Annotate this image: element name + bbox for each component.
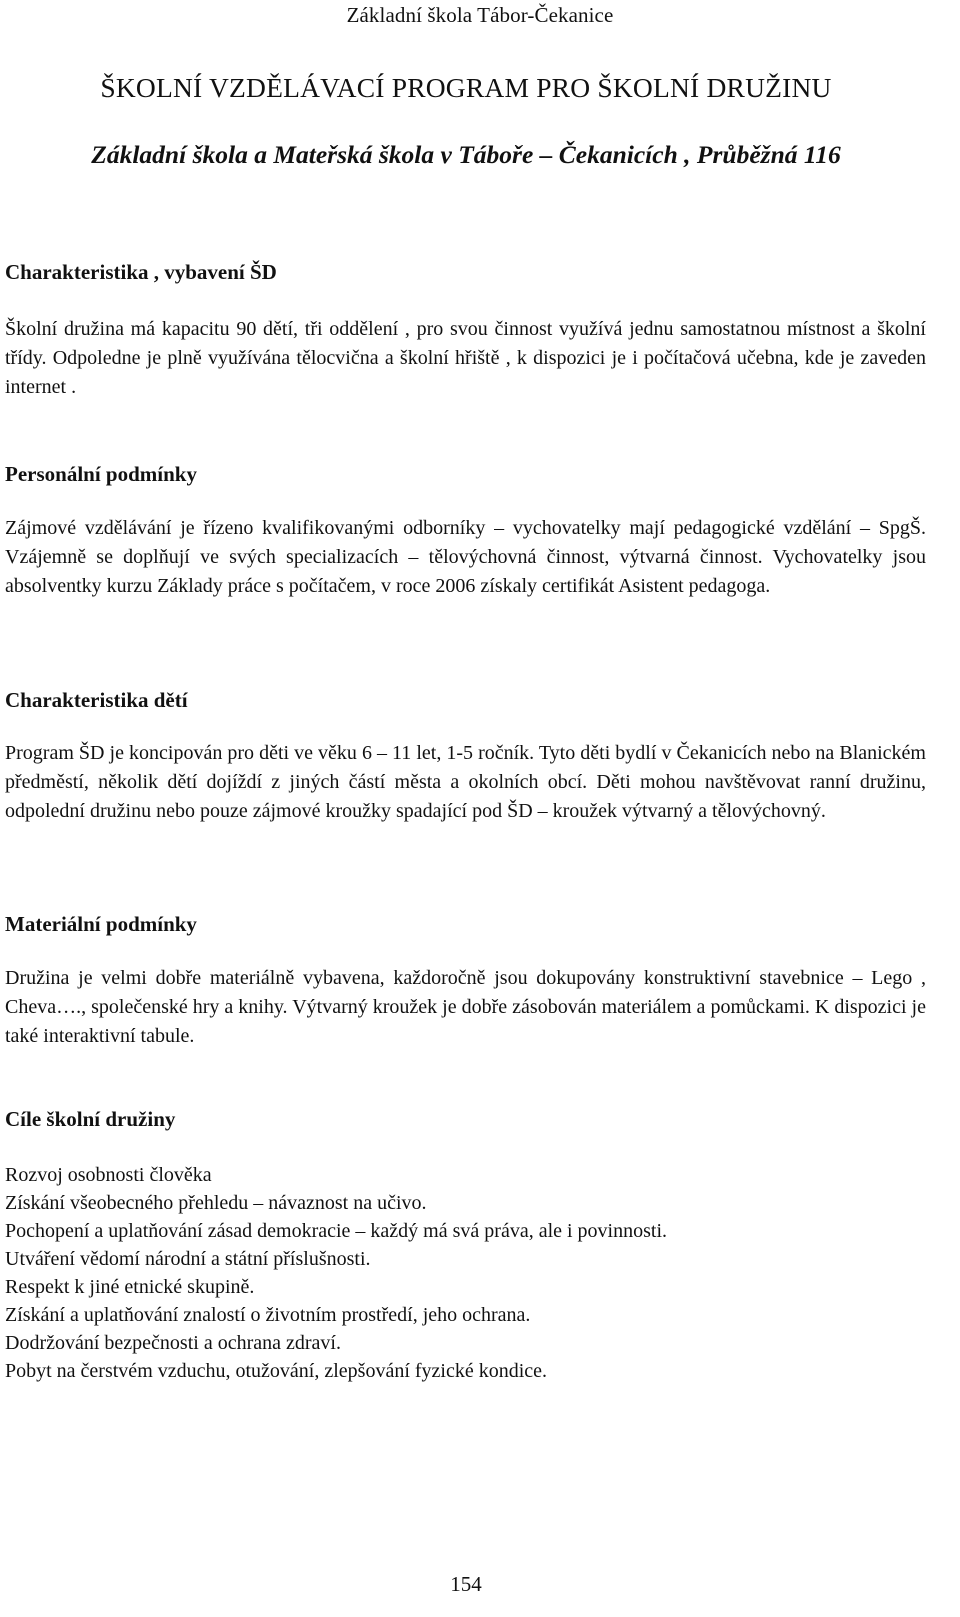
list-item: Získání všeobecného přehledu – návaznost na učivo.: [5, 1192, 427, 1214]
list-item: Rozvoj osobnosti člověka: [5, 1164, 212, 1186]
section-heading-personnel: Personální podmínky: [5, 462, 197, 486]
section-text-materials: Družina je velmi dobře materiálně vybavena, každoročně jsou dokupovány konstruktivní stavebnice – Lego , Cheva…., společenské hry a knihy. Výtvarný kroužek je dobře zásobován materiálem a pomůckami. K dispozici je také interaktivní tabule.: [5, 967, 926, 1047]
document-title: ŠKOLNÍ VZDĚLÁVACÍ PROGRAM PRO ŠKOLNÍ DRUŽINU: [100, 72, 832, 103]
goals-list: [5, 1161, 926, 1385]
section-heading-materials: Materiální podmínky: [5, 912, 197, 936]
page-number: 154: [450, 1572, 482, 1596]
list-item: Získání a uplatňování znalostí o životním prostředí, jeho ochrana.: [5, 1304, 531, 1326]
section-heading-children: Charakteristika dětí: [5, 688, 188, 712]
document-subtitle: Základní škola a Mateřská škola v Táboře – Čekanicích , Průběžná 116: [91, 140, 841, 169]
section-text-personnel: Zájmové vzdělávání je řízeno kvalifikovanými odborníky – vychovatelky mají pedagogické vzdělání – SpgŠ. Vzájemně se doplňují ve svých specializacích – tělovýchovná činnost, výtvarná činnost. Vychovatelky jsou absolventky kurzu Základy práce s počítačem, v roce 2006 získaly certifikát Asistent pedagoga.: [5, 517, 926, 597]
section-heading-characteristics: Charakteristika , vybavení ŠD: [5, 260, 277, 284]
list-item: Respekt k jiné etnické skupině.: [5, 1276, 255, 1298]
list-item: Utváření vědomí národní a státní příslušnosti.: [5, 1248, 371, 1270]
list-item: Dodržování bezpečnosti a ochrana zdraví.: [5, 1332, 341, 1354]
section-heading-goals: Cíle školní družiny: [5, 1107, 176, 1131]
list-item: Pochopení a uplatňování zásad demokracie – každý má svá práva, ale i povinnosti.: [5, 1220, 668, 1242]
list-item: Pobyt na čerstvém vzduchu, otužování, zlepšování fyzické kondice.: [5, 1360, 548, 1382]
section-text-children: Program ŠD je koncipován pro děti ve věku 6 – 11 let, 1-5 ročník. Tyto děti bydlí v Čekanicích nebo na Blanickém předměstí, několik dětí dojíždí z jiných částí města a okolních obcí. Děti mohou navštěvovat ranní družinu, odpolední družinu nebo pouze zájmové kroužky spadající pod ŠD – kroužek výtvarný a tělovýchovný.: [5, 742, 926, 822]
page-header: Základní škola Tábor-Čekanice: [346, 3, 614, 27]
section-text-characteristics: Školní družina má kapacitu 90 dětí, tři oddělení , pro svou činnost využívá jednu samostatnou místnost a školní třídy. Odpoledne je plně využívána tělocvična a školní hřiště , k dispozici je i počítačová učebna, kde je zaveden internet .: [5, 318, 926, 398]
